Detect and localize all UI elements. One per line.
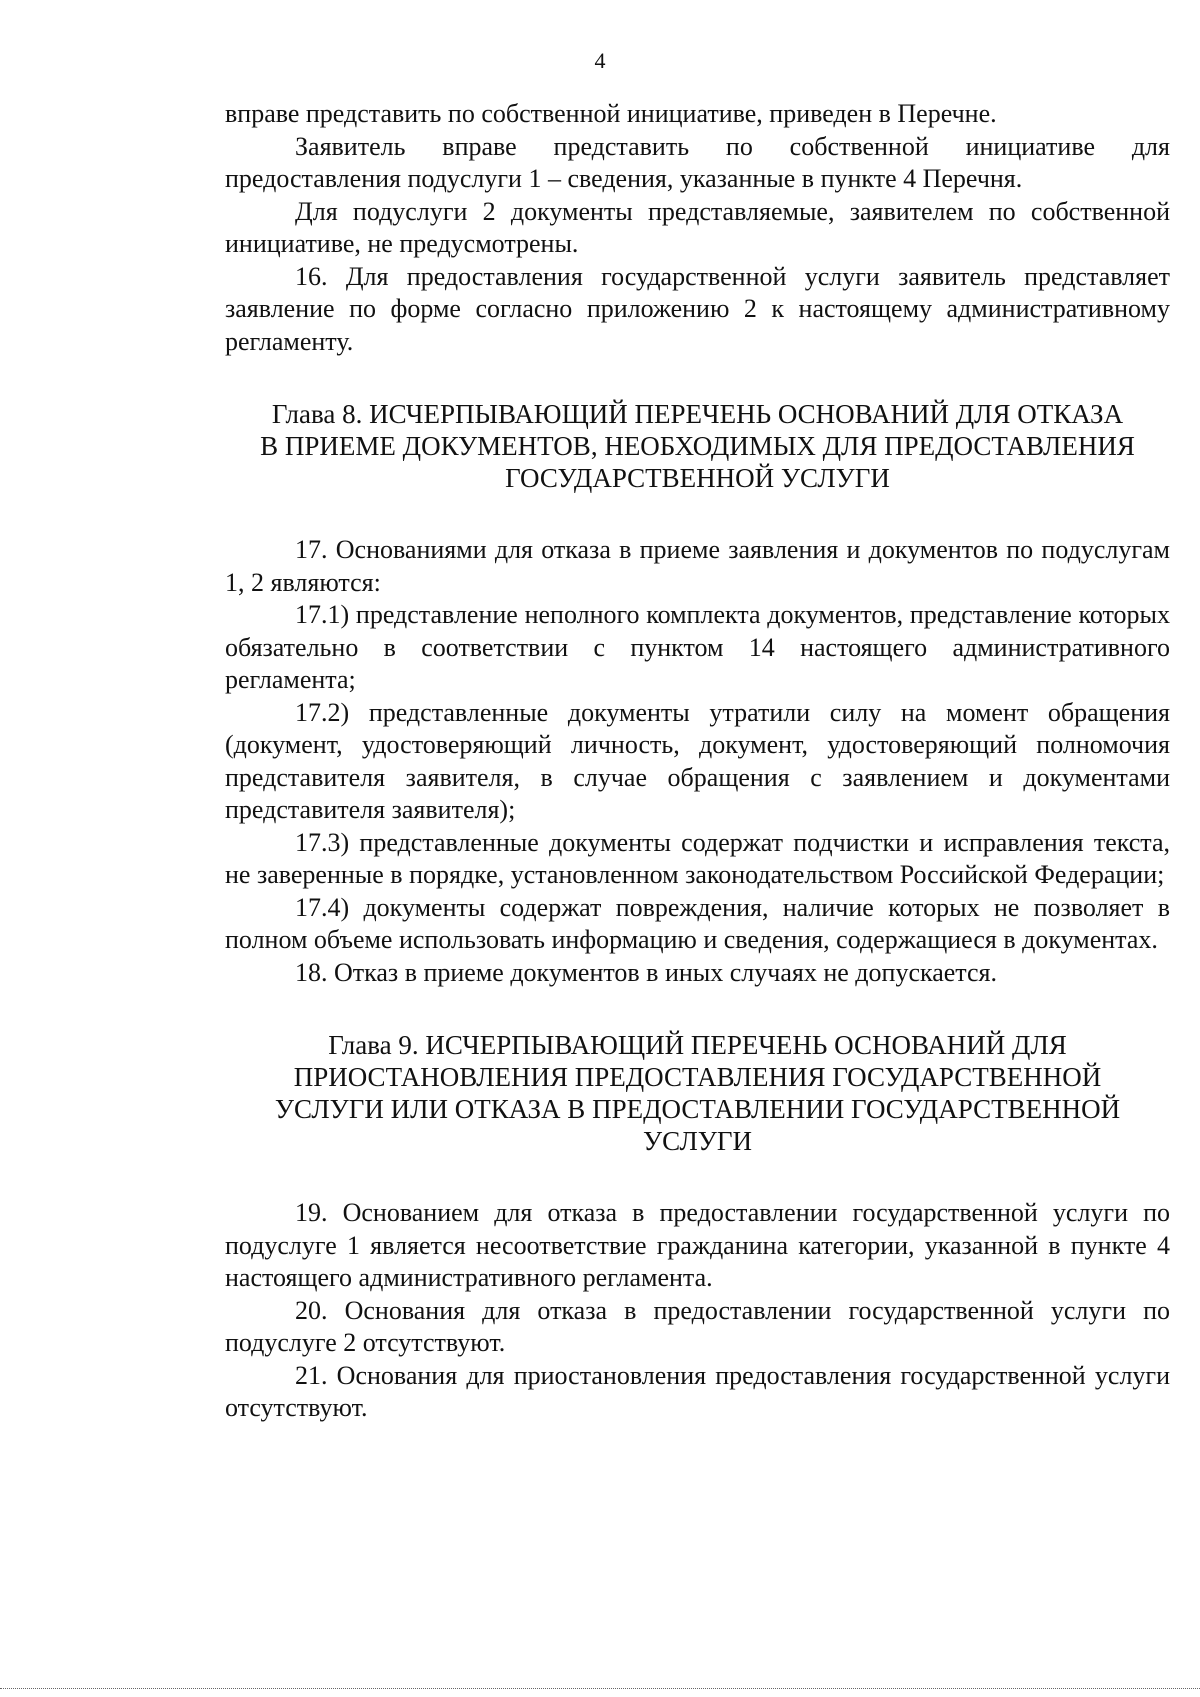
paragraph-19: 19. Основанием для отказа в предоставлении государственной услуги по подуслуге 1 является несоответствие гражданина категории, указанной в пункте 4 настоящего административного регламента. — [225, 1198, 1170, 1292]
heading-line: В ПРИЕМЕ ДОКУМЕНТОВ, НЕОБХОДИМЫХ ДЛЯ ПРЕДОСТАВЛЕНИЯ — [260, 431, 1135, 461]
chapter-9-heading — [225, 1029, 1170, 1157]
paragraph-continuation: вправе представить по собственной инициативе, приведен в Перечне. — [225, 99, 997, 128]
paragraph-17-3: 17.3) представленные документы содержат подчистки и исправления текста, не заверенные в порядке, установленном законодательством Российской Федерации; — [225, 827, 1170, 889]
heading-line: УСЛУГИ ИЛИ ОТКАЗА В ПРЕДОСТАВЛЕНИИ ГОСУДАРСТВЕННОЙ — [274, 1094, 1121, 1124]
paragraph-21: 21. Основания для приостановления предоставления государственной услуги отсутствуют. — [225, 1360, 1170, 1422]
paragraph: Для подуслуги 2 документы представляемые, заявителем по собственной инициативе, не предусмотрены. — [225, 196, 1170, 258]
scan-edge-divider — [0, 1688, 1200, 1689]
paragraph-17-4: 17.4) документы содержат повреждения, наличие которых не позволяет в полном объеме использовать информацию и сведения, содержащиеся в документах. — [225, 892, 1170, 954]
paragraph-17: 17. Основаниями для отказа в приеме заявления и документов по подуслугам 1, 2 являются: — [225, 535, 1170, 597]
chapter-8-heading — [225, 398, 1170, 494]
page-number: 4 — [594, 48, 606, 73]
paragraph-17-2: 17.2) представленные документы утратили силу на момент обращения (документ, удостоверяющий личность, документ, удостоверяющий полномочия представителя заявителя, в случае обращения с заявлением и документами представителя заявителя); — [225, 697, 1170, 824]
paragraph-20: 20. Основания для отказа в предоставлении государственной услуги по подуслуге 2 отсутствуют. — [225, 1295, 1170, 1357]
document-body — [225, 98, 1170, 1425]
heading-line: УСЛУГИ — [643, 1126, 752, 1156]
heading-line: ПРИОСТАНОВЛЕНИЯ ПРЕДОСТАВЛЕНИЯ ГОСУДАРСТВЕННОЙ — [293, 1062, 1102, 1092]
paragraph-18: 18. Отказ в приеме документов в иных случаях не допускается. — [295, 957, 997, 987]
heading-line: Глава 9. ИСЧЕРПЫВАЮЩИЙ ПЕРЕЧЕНЬ ОСНОВАНИЙ ДЛЯ — [328, 1030, 1067, 1060]
paragraph-16: 16. Для предоставления государственной услуги заявитель представляет заявление по форме согласно приложению 2 к настоящему административному регламенту. — [225, 261, 1170, 356]
paragraph: Заявитель вправе представить по собственной инициативе для предоставления подуслуги 1 – сведения, указанные в пункте 4 Перечня. — [225, 131, 1170, 193]
heading-line: ГОСУДАРСТВЕННОЙ УСЛУГИ — [505, 463, 890, 493]
paragraph-17-1: 17.1) представление неполного комплекта документов, представление которых обязательно в соответствии с пунктом 14 настоящего административного регламента; — [225, 600, 1170, 694]
heading-line: Глава 8. ИСЧЕРПЫВАЮЩИЙ ПЕРЕЧЕНЬ ОСНОВАНИЙ ДЛЯ ОТКАЗА — [271, 399, 1124, 429]
